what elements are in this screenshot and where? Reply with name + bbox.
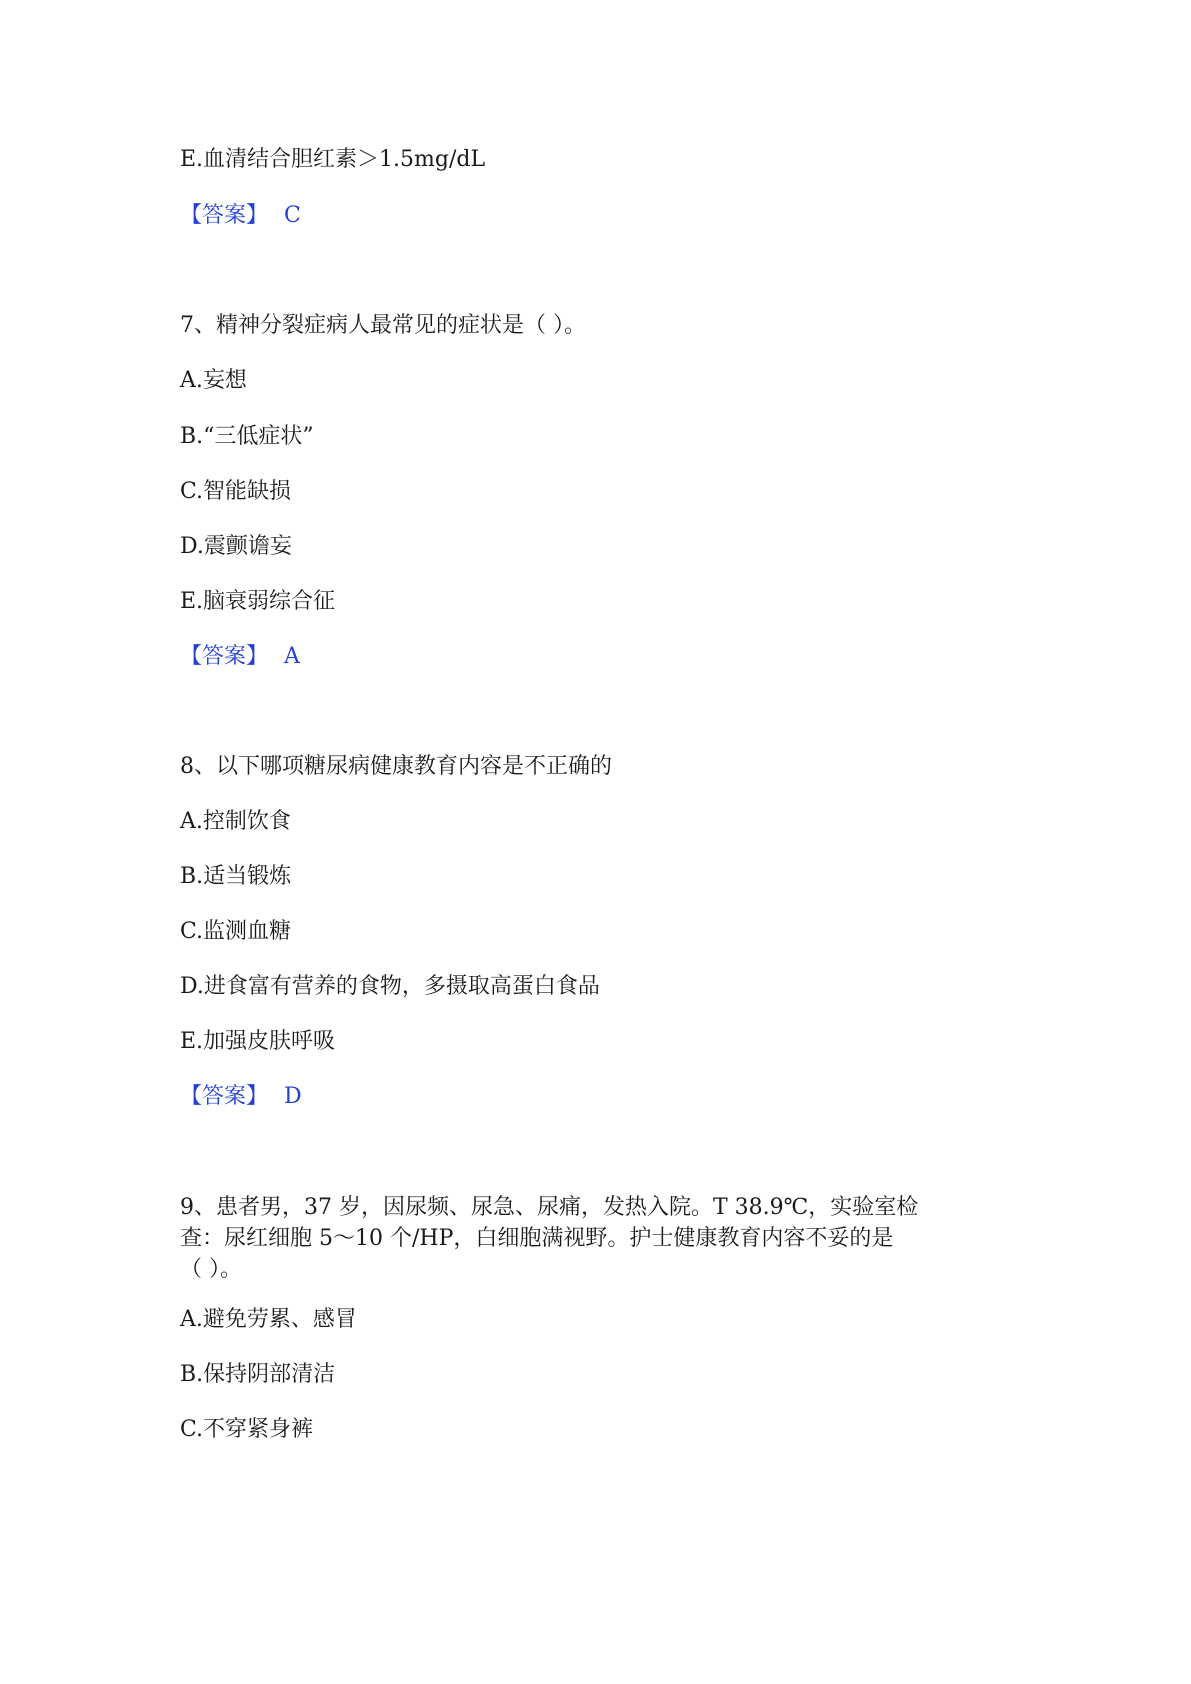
q8-option-e: E.加强皮肤呼吸 [180, 1029, 336, 1054]
answer-label: 【答案】 [180, 644, 269, 669]
answer-label: 【答案】 [180, 203, 269, 228]
answer-label: 【答案】 [180, 1084, 269, 1109]
q9-option-c: C.不穿紧身裤 [180, 1417, 314, 1442]
q8-option-a: A.控制饮食 [180, 809, 291, 834]
answer-value: A [284, 644, 300, 669]
q8-option-b: B.适当锻炼 [180, 864, 292, 889]
q8-option-c: C.监测血糖 [180, 919, 292, 944]
q8-question: 8、以下哪项糖尿病健康教育内容是不正确的 [180, 754, 612, 779]
q9-option-b: B.保持阴部清洁 [180, 1362, 336, 1387]
q7-option-a: A.妄想 [180, 368, 247, 393]
q6-option-e: E.血清结合胆红素＞1.5mg/dL [180, 147, 486, 172]
q9-question-line: 9、患者男，37 岁，因尿频、尿急、尿痛，发热入院。T 38.9℃，实验室检 [180, 1195, 919, 1220]
answer-value: D [284, 1084, 302, 1109]
q6-answer [180, 201, 301, 231]
q7-option-d: D.震颤谵妄 [180, 534, 292, 559]
q9-question [180, 1192, 980, 1285]
q9-question-line: （ ）。 [180, 1257, 242, 1282]
q7-option-e: E.脑衰弱综合征 [180, 589, 336, 614]
q9-question-line: 查：尿红细胞 5～10 个/HP，白细胞满视野。护士健康教育内容不妥的是 [180, 1226, 894, 1251]
q7-answer [180, 642, 300, 672]
q7-option-c: C.智能缺损 [180, 479, 292, 504]
q7-option-b: B.“三低症状” [180, 424, 314, 449]
answer-value: C [284, 203, 301, 228]
q8-answer [180, 1082, 302, 1112]
q8-option-d: D.进食富有营养的食物，多摄取高蛋白食品 [180, 974, 600, 999]
q7-question: 7、精神分裂症病人最常见的症状是（ ）。 [180, 313, 586, 338]
q9-option-a: A.避免劳累、感冒 [180, 1307, 357, 1332]
